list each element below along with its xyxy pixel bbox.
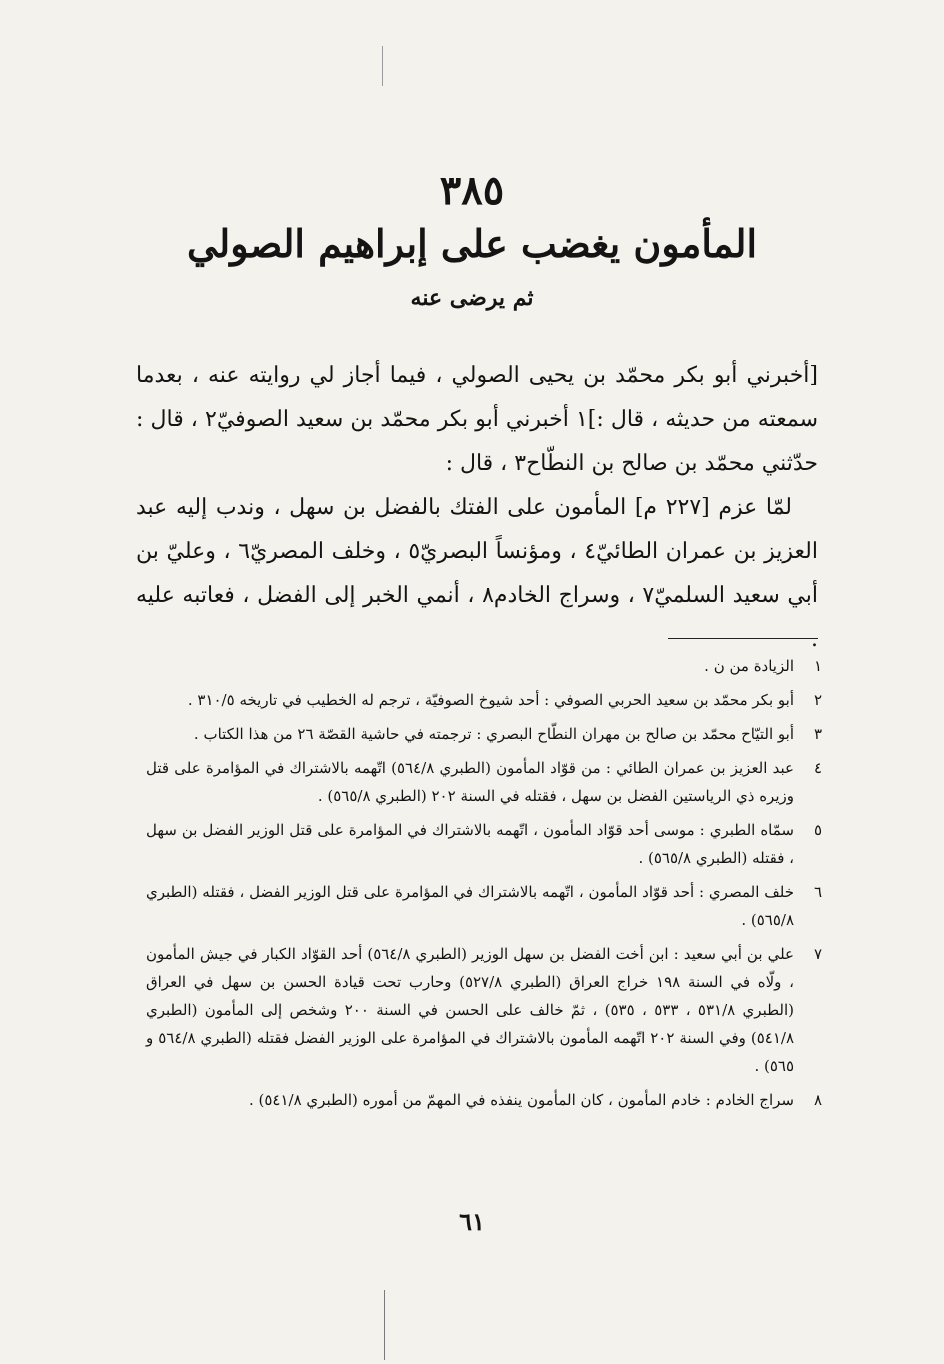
footnote-divider	[668, 638, 818, 639]
footnote-text: الزيادة من ن .	[704, 657, 794, 675]
footnote	[146, 878, 822, 934]
footnote-text: خلف المصري : أحد قوّاد المأمون ، اتّهمه بالاشتراك في المؤامرة على قتل الوزير الفضل ، فقتله (الطبري ٥٦٥/٨) .	[146, 883, 794, 929]
footnote-text: علي بن أبي سعيد : ابن أخت الفضل بن سهل الوزير (الطبري ٥٦٤/٨) أحد القوّاد الكبار في جيش المأمون ، ولّاه في السنة ١٩٨ خراج العراق (الطبري ٥٢٧/٨) وحارب تحت قيادة الحسن بن سهل في العراق (الطبري ٥٣١/٨ ، ٥٣٣ ، ٥٣٥) ، ثمّ خالف على الحسن في السنة ٢٠٠ وشخص إلى المأمون (الطبري ٥٤١/٨) وفي السنة ٢٠٢ اتّهمه المأمون بالاشتراك في المؤامرة على الوزير الفضل فقتله (الطبري ٥٦٤/٨ و ٥٦٥) .	[146, 945, 795, 1075]
fold-mark	[384, 1290, 385, 1360]
footnote-number: ٢	[813, 691, 822, 709]
footnote-text: عبد العزيز بن عمران الطائي : من قوّاد المأمون (الطبري ٥٦٤/٨) اتّهمه بالاشتراك في المؤامرة على قتل وزيره ذي الرياستين الفضل بن سهل ، فقتله في السنة ٢٠٢ (الطبري ٥٦٥/٨) .	[146, 759, 794, 805]
footnote	[146, 754, 822, 810]
footnote-number: ٣	[813, 725, 822, 743]
footnote	[146, 720, 822, 748]
footnote	[146, 1086, 822, 1114]
footnote-number: ٨	[813, 1091, 822, 1109]
footnote-text: سراج الخادم : خادم المأمون ، كان المأمون ينفذه في المهمّ من أموره (الطبري ٥٤١/٨) .	[248, 1091, 794, 1109]
paragraph-isnad: [أخبرني أبو بكر محمّد بن يحيى الصولي ، فيما أجاز لي روايته عنه ، بعدما سمعته من حديثه ، قال :]١ أخبرني أبو بكر محمّد بن سعيد الصوفيّ٢ ، قال : حدّثني محمّد بن صالح بن النطّاح٣ ، قال :	[136, 363, 818, 476]
footnote-number: ٦	[813, 883, 822, 901]
story-subtitle: ثم يرضى عنه	[410, 285, 534, 311]
footnote-text: سمّاه الطبري : موسى أحد قوّاد المأمون ، اتّهمه بالاشتراك في المؤامرة على قتل الوزير الفضل بن سهل ، فقتله (الطبري ٥٦٥/٨) .	[146, 821, 794, 867]
footnote-number: ٥	[813, 821, 822, 839]
footnotes-section	[146, 652, 822, 1120]
story-number: ٣٨٥	[439, 167, 505, 214]
fold-mark	[382, 46, 383, 86]
page-number: ٦١	[459, 1207, 485, 1236]
footnote-number: ٧	[813, 945, 822, 963]
story-title: المأمون يغضب على إبراهيم الصولي	[186, 221, 758, 266]
footnote	[146, 816, 822, 872]
footnote-text: أبو التيّاح محمّد بن صالح بن مهران النطّاح البصري : ترجمته في حاشية القصّة ٢٦ من هذا الكتاب .	[193, 725, 794, 743]
footnote-number: ١	[813, 657, 822, 675]
footnote-number: ٤	[813, 759, 822, 777]
footnote	[146, 652, 822, 680]
footnote-text: أبو بكر محمّد بن سعيد الحربي الصوفي : أحد شيوخ الصوفيّة ، ترجم له الخطيب في تاريخه ٣١٠/٥ .	[187, 691, 794, 709]
body-text	[136, 354, 818, 662]
footnote	[146, 940, 822, 1080]
footnote	[146, 686, 822, 714]
paragraph-narrative: لمّا عزم [٢٢٧ م] المأمون على الفتك بالفضل بن سهل ، وندب إليه عبد العزيز بن عمران الطائيّ٤ ، ومؤنساً البصريّ٥ ، وخلف المصريّ٦ ، وعليّ بن أبي سعيد السلميّ٧ ، وسراج الخادم٨ ، أنمي الخبر إلى الفضل ، فعاتبه عليه .	[136, 495, 818, 652]
